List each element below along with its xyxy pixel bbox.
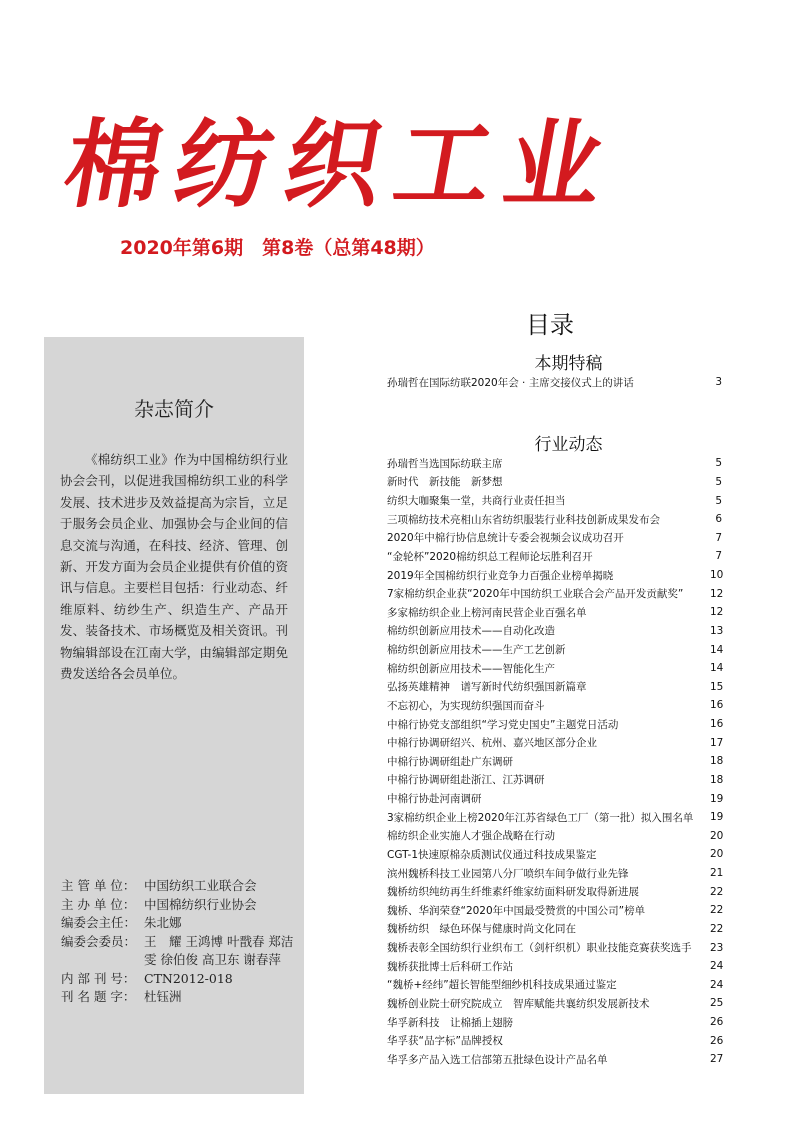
toc-entry-title: 魏桥、华润荣登“2020年中国最受赞赏的中国公司”榜单 (387, 904, 646, 917)
toc-entry[interactable] (387, 547, 722, 566)
toc-entry[interactable] (387, 454, 722, 473)
toc-entry-title: 三项棉纺技术亮相山东省纺织服装行业科技创新成果发布会 (387, 513, 660, 526)
credit-value: 王 耀 王鸿博 叶戬春 郑洁雯 徐伯俊 高卫东 谢春萍 (144, 933, 294, 967)
section-heading: 行业动态 (534, 435, 603, 455)
credit-label: 编委会主任： (61, 915, 137, 930)
toc-entry[interactable] (387, 1013, 722, 1032)
toc-entry[interactable] (387, 678, 722, 697)
toc-entry[interactable] (387, 640, 722, 659)
toc-entry-title: 中棉行协赴河南调研 (387, 793, 482, 806)
toc-entry-page: 5 (715, 475, 722, 488)
toc-entry-page: 16 (710, 699, 724, 712)
toc-entry[interactable] (387, 715, 722, 734)
toc-section-feature (387, 349, 722, 392)
toc-entry-page: 20 (710, 829, 724, 842)
toc-entry-page: 13 (710, 624, 724, 637)
toc-entry[interactable] (387, 566, 722, 585)
toc-entry-page: 5 (715, 457, 722, 470)
toc-entry-page: 26 (710, 1034, 724, 1047)
toc-entry-page: 20 (710, 848, 724, 861)
toc-entry-page: 21 (710, 867, 724, 880)
credit-label: 主 办 单 位： (61, 896, 136, 912)
toc-entry[interactable] (387, 659, 722, 678)
credit-row (61, 933, 301, 970)
toc-entry-page: 22 (710, 885, 724, 898)
toc-entry[interactable] (387, 584, 722, 603)
credit-row (61, 877, 301, 896)
toc-entry[interactable] (387, 1050, 722, 1069)
credit-row (61, 896, 301, 915)
toc-entry[interactable] (387, 622, 722, 641)
toc-entry[interactable] (387, 920, 722, 939)
toc-entry-page: 5 (715, 494, 722, 507)
toc-entry-title: 中棉行协调研组赴广东调研 (387, 755, 513, 768)
toc-entry-page: 16 (710, 718, 724, 731)
toc-entry-title: “魏桥+经纬”超长智能型细纱机科技成果通过鉴定 (387, 979, 617, 992)
toc-entry-page: 12 (710, 606, 724, 619)
toc-entry-page: 18 (710, 755, 724, 768)
toc-section-news (387, 430, 722, 1069)
toc-entry[interactable] (387, 529, 722, 548)
toc-entry[interactable] (387, 864, 722, 883)
toc-entry[interactable] (387, 957, 722, 976)
toc-entry-title: 纺织大咖聚集一堂，共商行业责任担当 (387, 495, 566, 508)
toc-entry-title: 2020年中棉行协信息统计专委会视频会议成功召开 (387, 532, 624, 545)
toc-entry[interactable] (387, 491, 722, 510)
toc-entry-title: 多家棉纺织企业上榜河南民营企业百强名单 (387, 606, 587, 619)
credit-value: 杜钰洲 (144, 989, 182, 1004)
section-heading: 本期特稿 (534, 354, 603, 374)
toc-entry[interactable] (387, 733, 722, 752)
toc-entry[interactable] (387, 827, 722, 846)
toc-entry-title: 7家棉纺织企业获“2020年中国纺织工业联合会产品开发贡献奖” (387, 588, 684, 601)
toc-entry[interactable] (387, 771, 722, 790)
toc-entry-page: 6 (715, 513, 722, 526)
toc-entry-page: 3 (715, 376, 722, 389)
toc-entry-title: 棉纺织创新应用技术——生产工艺创新 (387, 644, 566, 657)
toc-entry-page: 18 (710, 773, 724, 786)
toc-entry-page: 23 (710, 941, 724, 954)
toc-entry-page: 17 (710, 736, 724, 749)
toc-entry[interactable] (387, 938, 722, 957)
toc-entry-page: 22 (710, 922, 724, 935)
toc-entry-page: 14 (710, 643, 724, 656)
toc-entry-page: 10 (710, 569, 724, 582)
toc-entry-title: “金轮杯”2020棉纺织总工程师论坛胜利召开 (387, 550, 593, 563)
credit-value: 朱北娜 (144, 915, 182, 930)
toc-entry-page: 15 (710, 680, 724, 693)
toc-entry-title: 中棉行协调研绍兴、杭州、嘉兴地区部分企业 (387, 737, 597, 750)
toc-entry-page: 7 (715, 550, 722, 563)
toc-title: 目录 (526, 311, 574, 339)
toc-list (387, 373, 722, 392)
toc-entry[interactable] (387, 1031, 722, 1050)
toc-entry[interactable] (387, 510, 722, 529)
toc-entry-page: 12 (710, 587, 724, 600)
intro-heading: 杂志简介 (134, 397, 214, 421)
toc-entry-title: 魏桥获批博士后科研工作站 (387, 960, 513, 973)
intro-text: 《棉纺织工业》作为中国棉纺织行业协会会刊，以促进我国棉纺织工业的科学发展、技术进步及效益提高为宗旨，立足于服务会员企业、加强协会与企业间的信息交流与沟通，在科技、经济、管理、创新、开发方面为会员企业提供有价值的资讯与信息。主要栏目包括：行业动态、纤维原料、纺纱生产、织造生产、产品开发、装备技术、市场概览及相关资讯。刊物编辑部设在江南大学，由编辑部定期免费发送给各会员单位。 (60, 452, 288, 682)
credit-label: 刊 名 题 字： (61, 989, 136, 1004)
toc-entry-title: 中棉行协调研组赴浙江、江苏调研 (387, 774, 545, 787)
toc-entry-title: 不忘初心，为实现纺织强国而奋斗 (387, 699, 545, 712)
toc-entry-page: 7 (715, 531, 722, 544)
toc-entry[interactable] (387, 603, 722, 622)
toc-entry[interactable] (387, 473, 722, 492)
toc-entry-page: 14 (710, 662, 724, 675)
toc-list (387, 454, 722, 1069)
toc-entry-title: 魏桥纺织 绿色环保与健康时尚文化同在 (387, 923, 576, 936)
toc-entry-page: 24 (710, 960, 724, 973)
toc-entry[interactable] (387, 882, 722, 901)
toc-entry[interactable] (387, 752, 722, 771)
toc-entry-title: 中棉行协党支部组织“学习党史国史”主题党日活动 (387, 718, 619, 731)
toc-entry-page: 24 (710, 978, 724, 991)
toc-entry-title: 棉纺织创新应用技术——自动化改造 (387, 625, 555, 638)
toc-entry-title: 华孚新科技 让棉插上翅膀 (387, 1016, 513, 1029)
credit-label: 内 部 刊 号： (61, 970, 136, 986)
journal-masthead: 棉纺织工业 (56, 108, 627, 221)
toc-entry[interactable] (387, 373, 722, 392)
toc-entry-title: 2019年全国棉纺织行业竞争力百强企业榜单揭晓 (387, 569, 614, 582)
credit-value: CTN2012-018 (144, 970, 233, 986)
toc-entry-title: CGT-1快速原棉杂质测试仪通过科技成果鉴定 (387, 848, 597, 861)
toc-entry[interactable] (387, 808, 722, 827)
toc-entry-title: 棉纺织创新应用技术——智能化生产 (387, 662, 555, 675)
toc-entry-page: 27 (710, 1053, 724, 1066)
toc-entry-title: 魏桥表彰全国纺织行业织布工（剑杆织机）职业技能竞赛获奖选手 (387, 942, 692, 955)
toc-entry-title: 华孚多产品入选工信部第五批绿色设计产品名单 (387, 1053, 608, 1066)
toc-entry-title: 棉纺织企业实施人才强企战略在行动 (387, 830, 555, 843)
issue-info: 2020年第6期 第8卷（总第48期） (120, 237, 435, 259)
toc-entry[interactable] (387, 976, 722, 995)
toc-entry-page: 26 (710, 1016, 724, 1029)
credit-value: 中国棉纺织行业协会 (144, 896, 257, 912)
toc-entry-title: 魏桥创业院士研究院成立 智库赋能共襄纺织发展新技术 (387, 997, 650, 1010)
toc-entry-title: 弘扬英雄精神 谱写新时代纺织强国新篇章 (387, 681, 587, 694)
toc-entry-page: 19 (710, 792, 724, 805)
toc-entry[interactable] (387, 845, 722, 864)
toc-entry-page: 19 (710, 811, 724, 824)
toc-entry-title: 新时代 新技能 新梦想 (387, 476, 503, 489)
toc-entry-title: 华孚获“品字标”品牌授权 (387, 1035, 503, 1048)
credit-row (61, 988, 301, 1007)
toc-entry-title: 孙瑞哲当选国际纺联主席 (387, 457, 503, 470)
toc-entry-title: 魏桥纺织纯纺再生纤维素纤维家纺面料研发取得新进展 (387, 886, 639, 899)
toc-entry[interactable] (387, 994, 722, 1013)
credit-row (61, 914, 301, 933)
toc-entry-title: 孙瑞哲在国际纺联2020年会 · 主席交接仪式上的讲话 (387, 376, 634, 389)
credit-label: 编委会委员： (61, 933, 137, 949)
credit-label: 主 管 单 位： (61, 878, 136, 893)
intro-panel (44, 337, 304, 1094)
toc-entry[interactable] (387, 696, 722, 715)
credit-row (61, 970, 301, 989)
toc-entry[interactable] (387, 901, 722, 920)
toc-entry-page: 25 (710, 997, 724, 1010)
toc-entry-page: 22 (710, 904, 724, 917)
credits-block (61, 877, 301, 1007)
credit-value: 中国纺织工业联合会 (144, 878, 257, 893)
toc-entry-title: 3家棉纺织企业上榜2020年江苏省绿色工厂（第一批）拟入围名单 (387, 811, 694, 824)
toc-entry[interactable] (387, 789, 722, 808)
toc-entry-title: 滨州魏桥科技工业园第八分厂喷织车间争做行业先锋 (387, 867, 629, 880)
